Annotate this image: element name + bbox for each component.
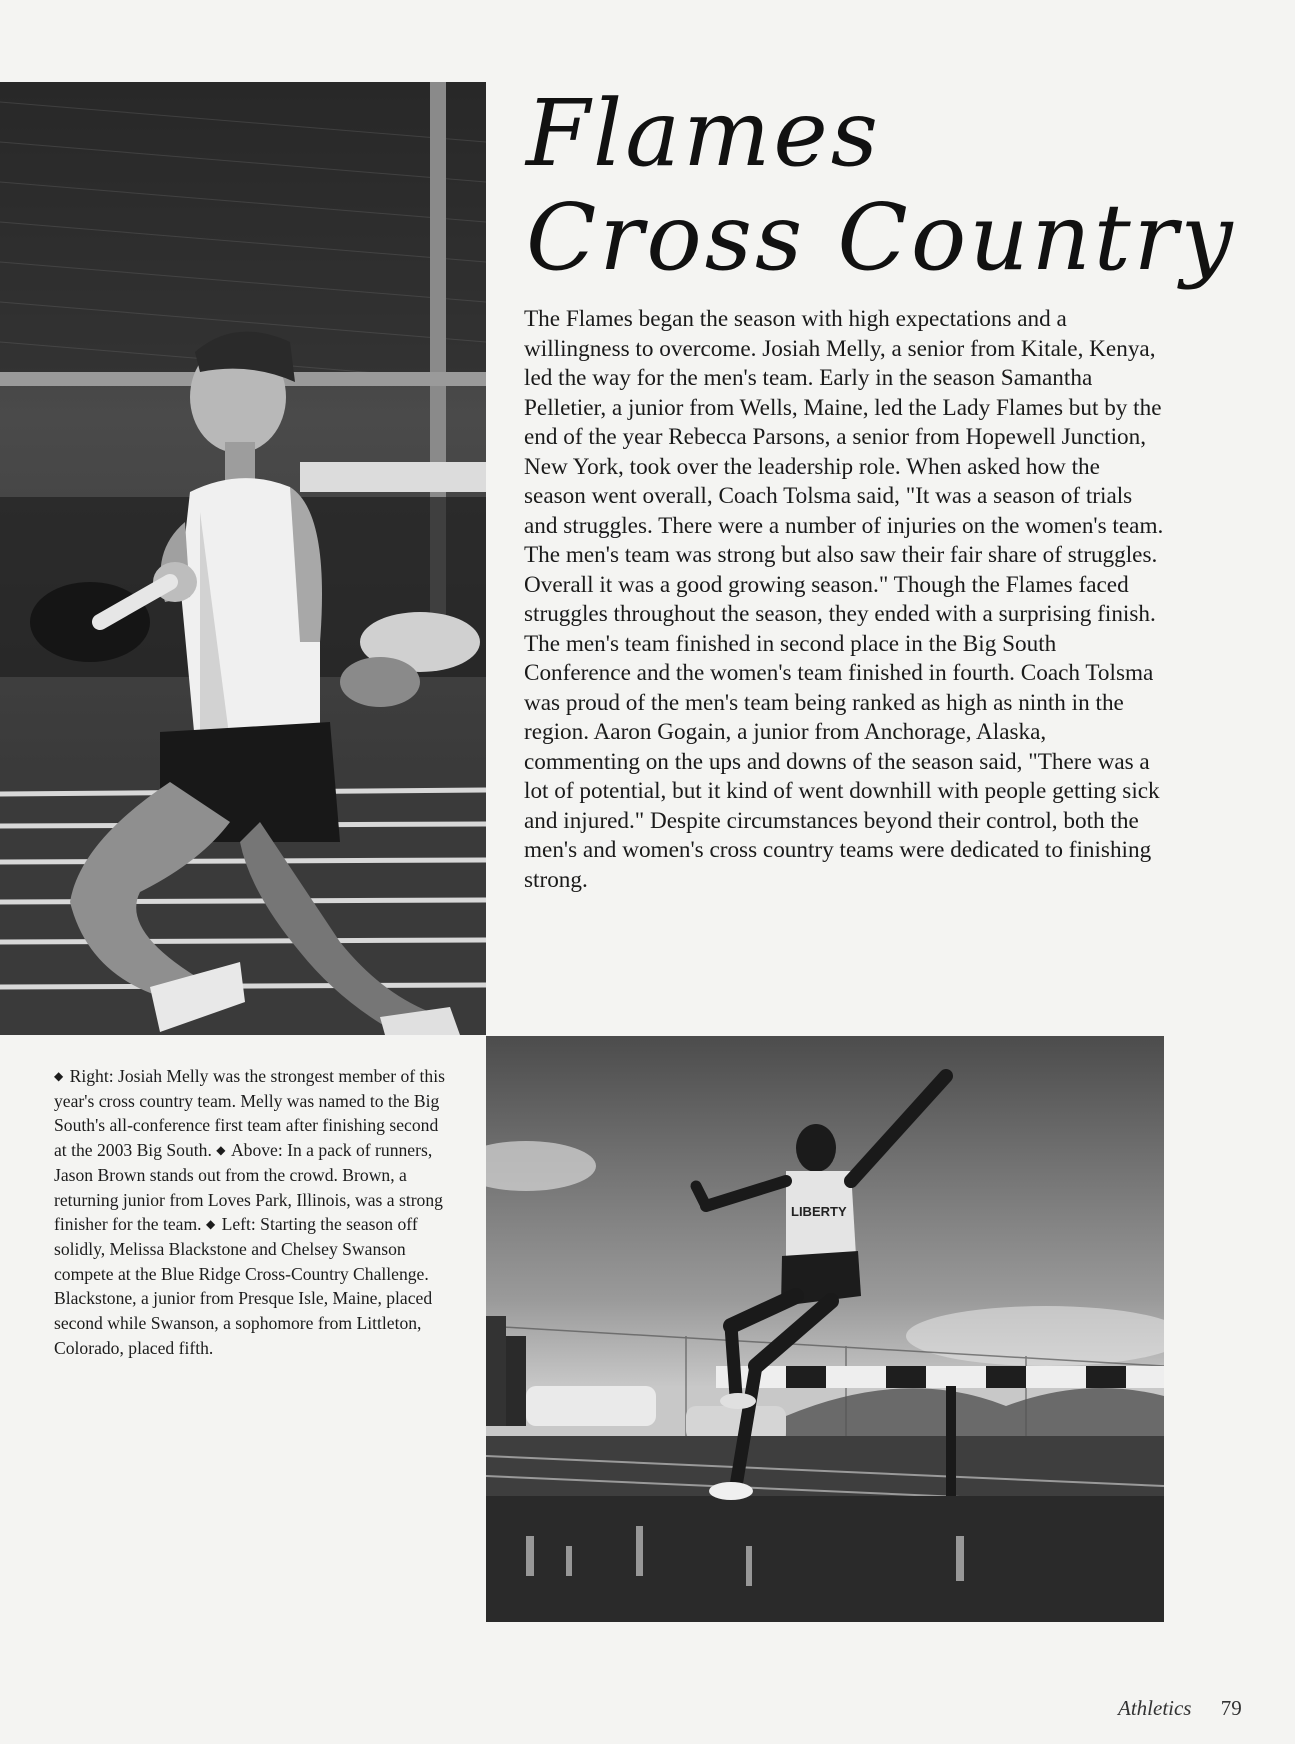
title-line-2: Cross Country <box>526 184 1236 291</box>
page-folio <box>1118 1696 1242 1721</box>
jersey-text: LIBERTY <box>791 1204 847 1219</box>
bullet-icon: ◆ <box>205 1217 216 1232</box>
bullet-icon: ◆ <box>54 1069 64 1083</box>
runner-photo <box>0 82 486 1035</box>
article-body: The Flames began the season with high expectations and a willingness to overcome. Josiah Melly, a senior from Kitale, Kenya, led the way for the men's team. Early in the season Samantha Pelletier, a junior from Wells, Maine, led the Lady Flames but by the end of the year Rebecca Parsons, a senior from Hopewell Junction, New York, took over the leadership role. When asked how the season went overall, Coach Tolsma said, "It was a season of trials and struggles. There were a number of injuries on the women's team. The men's team was strong but also saw their fair share of struggles. Overall it was a good growing season." Though the Flames faced struggles throughout the season, they ended with a surprising finish. The men's team finished in second place in the Big South Conference and the women's team finished in fourth. Coach Tolsma was proud of the men's team being ranked as high as ninth in the region. Aaron Gogain, a junior from Anchorage, Alaska, commenting on the ups and downs of the season said, "There was a lot of potential, but it kind of went downhill with people getting sick and injured." Despite circumstances beyond their control, both the men's and women's cross country teams were dedicated to finishing strong. <box>524 306 1164 893</box>
section-name: Athletics <box>1118 1696 1192 1720</box>
caption-part-2: Above: In a pack of runners, Jason Brown stands out from the crowd. Brown, a returning junior from Loves Park, Illinois, was a strong finisher for the team. <box>54 1140 443 1235</box>
bullet-icon: ◆ <box>216 1143 226 1158</box>
caption-part-1: Right: Josiah Melly was the strongest member of this year's cross country team. Melly was named to the Big South's all-conference first team after finishing second at the 2003 Big South. <box>54 1066 445 1161</box>
page-number: 79 <box>1220 1696 1242 1720</box>
title-line-1: Flames <box>526 80 882 187</box>
page-title <box>526 80 1236 291</box>
photo-caption <box>54 1064 446 1360</box>
steeplechase-photo <box>486 1036 1164 1622</box>
caption-part-3: Left: Starting the season off solidly, Melissa Blackstone and Chelsey Swanson compete at the Blue Ridge Cross-Country Challenge. Blackstone, a junior from Presque Isle, Maine, placed second while Swanson, a sophomore from Littleton, Colorado, placed fifth. <box>54 1214 433 1358</box>
